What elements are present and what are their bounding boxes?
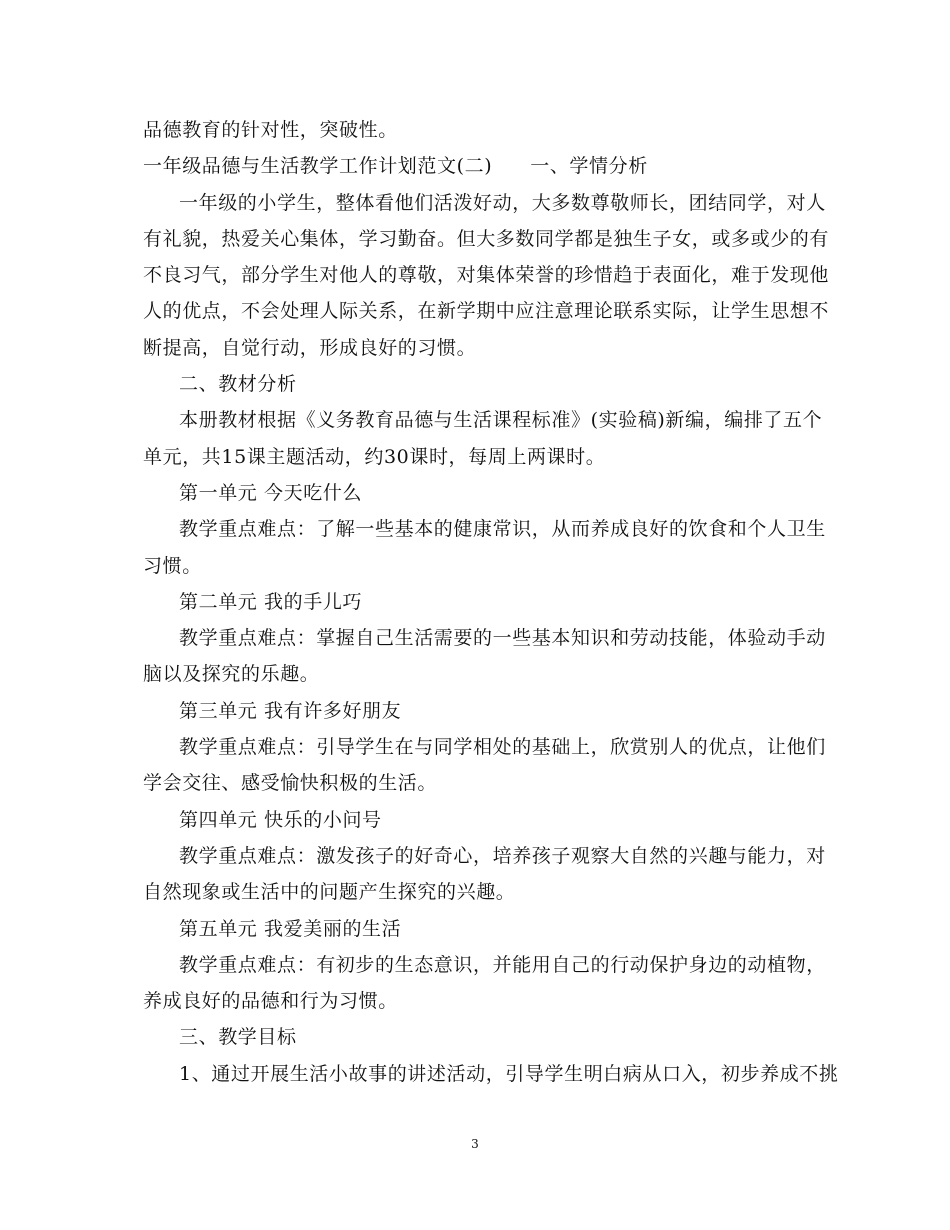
paragraph-line: 单元，共15课主题活动，约30课时，每周上两课时。 (143, 445, 606, 468)
document-body (143, 112, 839, 1092)
paragraph-line: 教学重点难点：掌握自己生活需要的一些基本知识和劳动技能，体验动手动 (179, 627, 826, 650)
paragraph-line: 学会交往、感受愉快积极的生活。 (143, 772, 438, 795)
paragraph-line: 不良习气，部分学生对他人的尊敬，对集体荣誉的珍惜趋于表面化，难于发现他 (143, 264, 830, 287)
unit-heading: 第二单元 我的手儿巧 (179, 590, 363, 613)
paragraph-line: 品德教育的针对性，突破性。 (143, 119, 398, 141)
paragraph-line: 教学重点难点：激发孩子的好奇心，培养孩子观察大自然的兴趣与能力，对 (179, 844, 826, 867)
paragraph-line: 养成良好的品德和行为习惯。 (143, 990, 398, 1013)
unit-heading: 第五单元 我爱美丽的生活 (179, 917, 402, 940)
paragraph-line: 教学重点难点：有初步的生态意识，并能用自己的行动保护身边的动植物， (179, 953, 826, 976)
unit-heading: 第四单元 快乐的小问号 (179, 808, 382, 831)
section-heading: 三、教学目标 (179, 1026, 297, 1049)
paragraph-line: 本册教材根据《义务教育品德与生活课程标准》(实验稿)新编，编排了五个 (179, 409, 823, 432)
paragraph-line: 断提高，自觉行动，形成良好的习惯。 (143, 336, 477, 359)
document-subtitle: 一年级品德与生活教学工作计划范文(二) (143, 155, 493, 178)
section-heading: 一、学情分析 (530, 155, 648, 178)
paragraph-line: 一年级的小学生，整体看他们活泼好动，大多数尊敬师长，团结同学，对人 (179, 191, 826, 214)
paragraph-line: 有礼貌，热爱关心集体，学习勤奋。但大多数同学都是独生子女，或多或少的有 (143, 227, 830, 250)
paragraph-line: 人的优点，不会处理人际关系，在新学期中应注意理论联系实际，让学生思想不 (143, 300, 830, 323)
paragraph-line: 自然现象或生活中的问题产生探究的兴趣。 (143, 881, 516, 904)
paragraph-line: 教学重点难点：了解一些基本的健康常识，从而养成良好的饮食和个人卫生 (179, 518, 826, 541)
title-line (143, 148, 813, 184)
paragraph-line: 1、通过开展生活小故事的讲述活动，引导学生明白病从口入，初步养成不挑 (179, 1062, 839, 1085)
page-number: 3 (471, 1137, 479, 1151)
paragraph-line: 脑以及探究的乐趣。 (143, 663, 320, 686)
unit-heading: 第一单元 今天吃什么 (179, 481, 363, 504)
unit-heading: 第三单元 我有许多好朋友 (179, 699, 402, 722)
paragraph-line: 教学重点难点：引导学生在与同学相处的基础上，欣赏别人的优点，让他们 (179, 736, 826, 759)
section-heading: 二、教材分析 (179, 373, 297, 396)
paragraph-line: 习惯。 (143, 554, 202, 577)
